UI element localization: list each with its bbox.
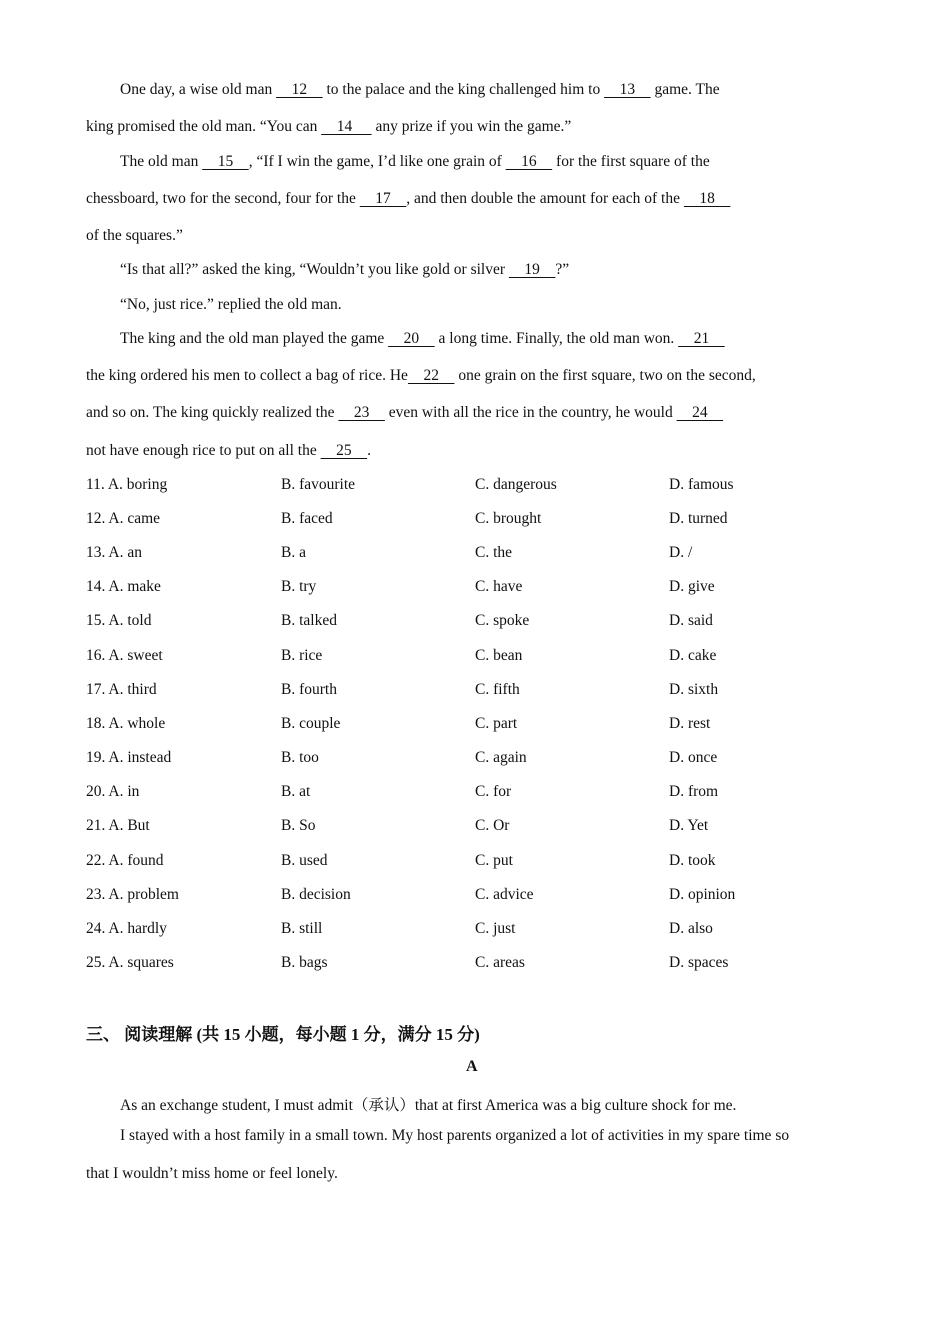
option-22b: B. used	[281, 852, 328, 869]
option-17c: C. fifth	[475, 681, 520, 698]
option-14d: D. give	[669, 578, 715, 595]
option-17b: B. fourth	[281, 681, 337, 698]
option-20b: B. at	[281, 783, 311, 800]
option-15c: C. spoke	[475, 612, 530, 629]
option-22d: D. took	[669, 852, 716, 869]
option-19d: D. once	[669, 749, 718, 766]
passage-line: king promised the old man. “You can 14 any prize if you win the game.”	[86, 118, 572, 135]
passage-line: chessboard, two for the second, four for the 17 , and then double the amount for each of the 18	[86, 190, 731, 207]
passage-line: “Is that all?” asked the king, “Wouldn’t you like gold or silver 19 ?”	[120, 261, 570, 278]
option-22a: 22. A. found	[86, 852, 164, 869]
option-18c: C. part	[475, 715, 518, 732]
option-13c: C. the	[475, 544, 513, 561]
passage-line: of the squares.”	[86, 227, 183, 244]
option-11a: 11. A. boring	[86, 476, 168, 493]
blank-25: 25	[320, 442, 368, 459]
passage-line: The old man 15 , “If I win the game, I’d like one grain of 16 for the first square of the	[120, 153, 710, 170]
option-12a: 12. A. came	[86, 510, 161, 527]
blank-18: 18	[683, 190, 731, 207]
blank-17: 17	[359, 190, 407, 207]
blank-14: 14	[321, 118, 372, 135]
option-19c: C. again	[475, 749, 527, 766]
blank-16: 16	[505, 153, 553, 170]
option-14a: 14. A. make	[86, 578, 161, 595]
reading-line: I stayed with a host family in a small town. My host parents organized a lot of activities in my spare time so	[120, 1127, 790, 1144]
option-25c: C. areas	[475, 954, 525, 971]
option-24d: D. also	[669, 920, 713, 937]
blank-24: 24	[676, 404, 724, 421]
option-18a: 18. A. whole	[86, 715, 166, 732]
option-22c: C. put	[475, 852, 513, 869]
passage-line: The king and the old man played the game 20 a long time. Finally, the old man won. 21	[120, 330, 725, 347]
blank-12: 12	[276, 81, 323, 98]
option-11b: B. favourite	[281, 476, 356, 493]
passage-line: “No, just rice.” replied the old man.	[120, 296, 342, 313]
blank-23: 23	[338, 404, 385, 421]
blank-21: 21	[678, 330, 725, 347]
option-21d: D. Yet	[669, 817, 709, 834]
option-21b: B. So	[281, 817, 316, 834]
option-20d: D. from	[669, 783, 719, 800]
passage-line: the king ordered his men to collect a bag of rice. He 22 one grain on the first square, two on the second,	[86, 367, 756, 384]
option-13a: 13. A. an	[86, 544, 142, 561]
option-15d: D. said	[669, 612, 713, 629]
option-23d: D. opinion	[669, 886, 736, 903]
option-25b: B. bags	[281, 954, 328, 971]
passage-line: and so on. The king quickly realized the 23 even with all the rice in the country, he would 24	[86, 404, 724, 421]
section-title: 三、 阅读理解 (共 15 小题，每小题 1 分，满分 15 分)	[86, 1025, 480, 1044]
part-letter: A	[466, 1058, 478, 1075]
option-20c: C. for	[475, 783, 512, 800]
option-11d: D. famous	[669, 476, 734, 493]
option-24c: C. just	[475, 920, 516, 937]
reading-line: that I wouldn’t miss home or feel lonely.	[86, 1165, 338, 1182]
option-17d: D. sixth	[669, 681, 719, 698]
option-21a: 21. A. But	[86, 817, 150, 834]
option-20a: 20. A. in	[86, 783, 140, 800]
blank-13: 13	[604, 81, 651, 98]
option-19b: B. too	[281, 749, 319, 766]
option-12b: B. faced	[281, 510, 333, 527]
option-19a: 19. A. instead	[86, 749, 172, 766]
option-11c: C. dangerous	[475, 476, 557, 493]
option-13d: D. /	[669, 544, 693, 561]
option-16b: B. rice	[281, 647, 323, 664]
option-21c: C. Or	[475, 817, 510, 834]
option-23b: B. decision	[281, 886, 351, 903]
blank-22: 22	[407, 367, 455, 384]
option-17a: 17. A. third	[86, 681, 157, 698]
option-23c: C. advice	[475, 886, 534, 903]
option-25d: D. spaces	[669, 954, 729, 971]
option-15a: 15. A. told	[86, 612, 152, 629]
option-14b: B. try	[281, 578, 317, 595]
option-18b: B. couple	[281, 715, 341, 732]
blank-20: 20	[388, 330, 435, 347]
option-24a: 24. A. hardly	[86, 920, 167, 937]
option-23a: 23. A. problem	[86, 886, 179, 903]
option-16c: C. bean	[475, 647, 523, 664]
blank-15: 15	[202, 153, 249, 170]
passage-line: One day, a wise old man 12 to the palace and the king challenged him to 13 game. The	[120, 81, 720, 98]
option-16d: D. cake	[669, 647, 717, 664]
reading-line: As an exchange student, I must admit（承认）that at first America was a big culture shock for me.	[120, 1097, 737, 1114]
blank-19: 19	[508, 261, 556, 278]
option-13b: B. a	[281, 544, 306, 561]
option-18d: D. rest	[669, 715, 711, 732]
option-24b: B. still	[281, 920, 323, 937]
option-14c: C. have	[475, 578, 523, 595]
option-12c: C. brought	[475, 510, 542, 527]
passage-line: not have enough rice to put on all the 25 .	[86, 442, 371, 459]
option-12d: D. turned	[669, 510, 728, 527]
option-25a: 25. A. squares	[86, 954, 174, 971]
option-16a: 16. A. sweet	[86, 647, 163, 664]
option-15b: B. talked	[281, 612, 337, 629]
